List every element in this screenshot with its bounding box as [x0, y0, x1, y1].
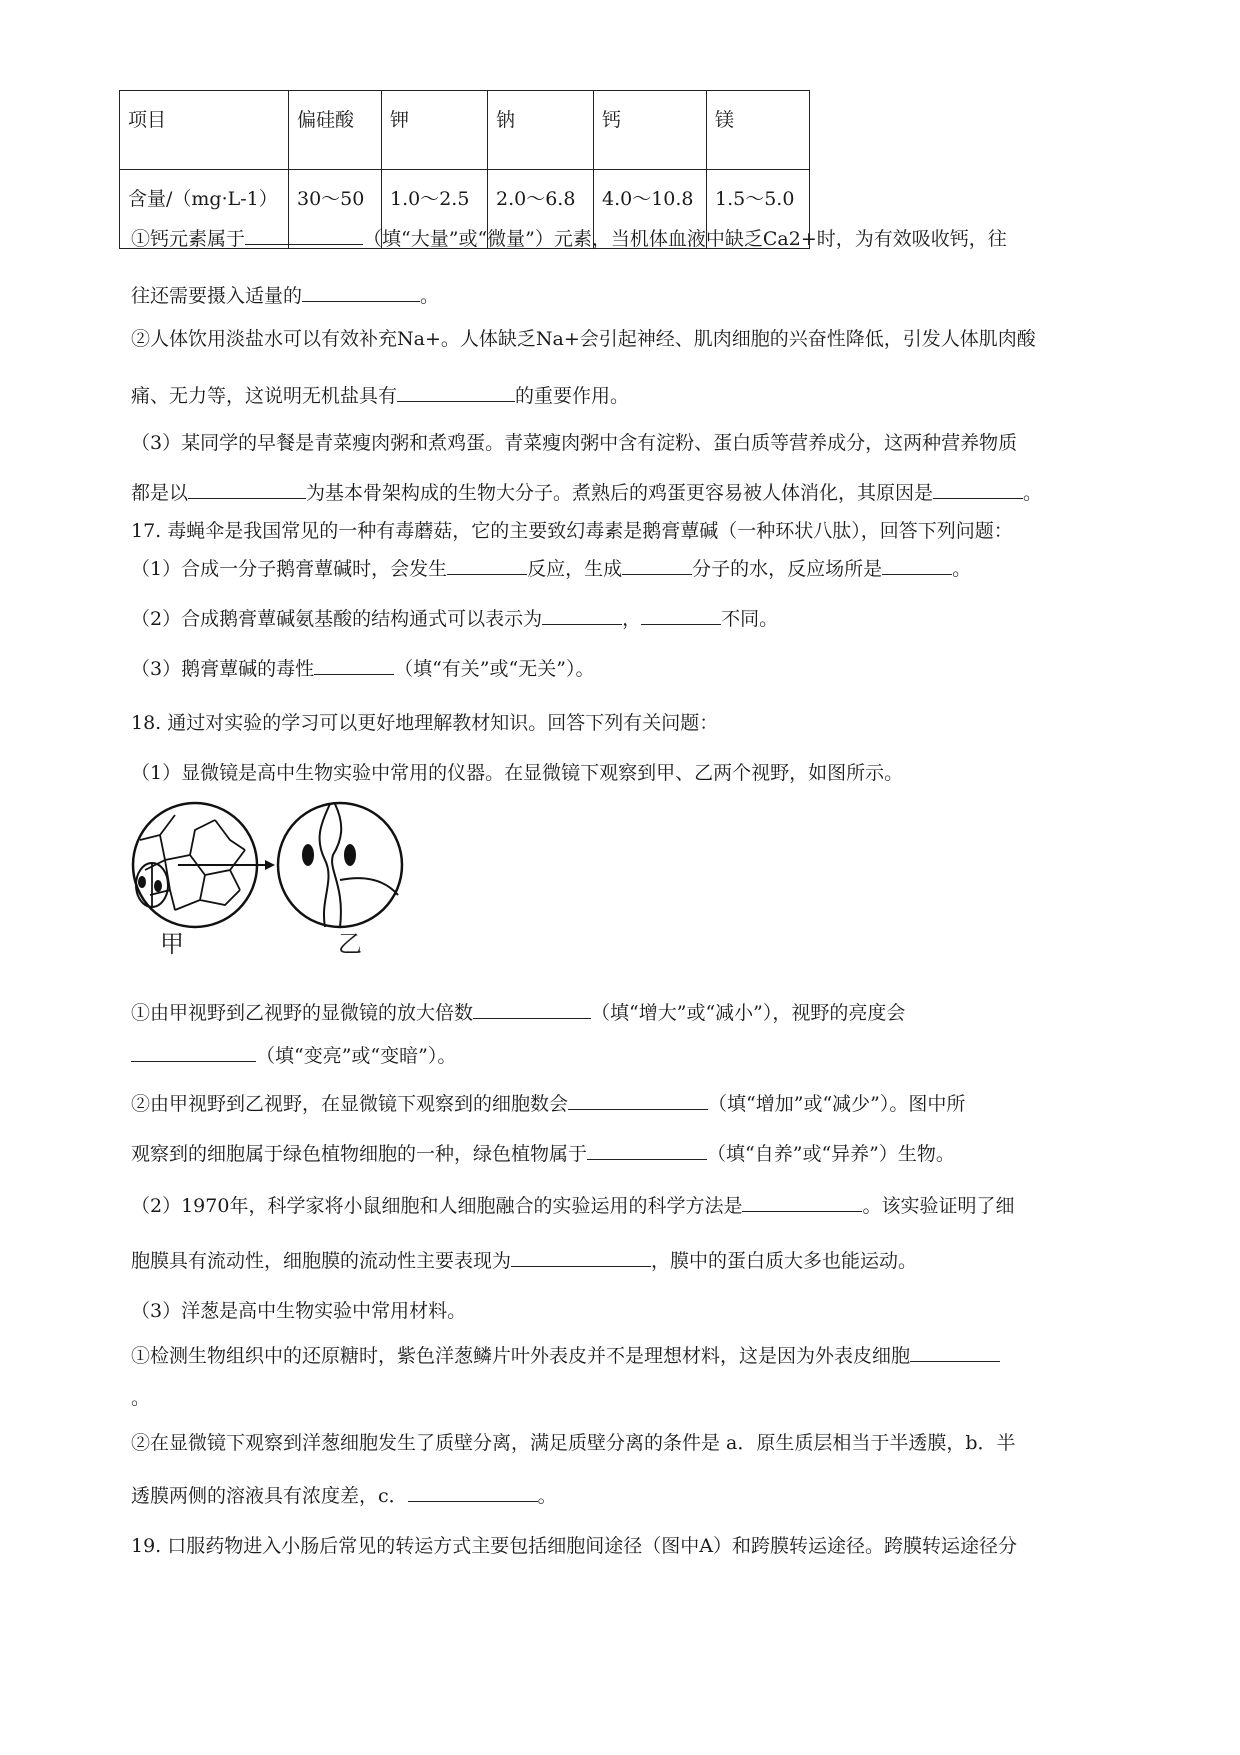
- q16-line1: ①钙元素属于 （填“大量”或“微量”）元素，当机体血液中缺乏Ca2+时，为有效吸收钙，往: [131, 228, 1007, 250]
- q16-line4: 痛、无力等，这说明无机盐具有 的重要作用。: [131, 385, 630, 407]
- table-cell: 4.0～10.8: [594, 170, 707, 249]
- table-header: 镁: [707, 91, 810, 170]
- figure-label-jia: 甲: [160, 930, 184, 958]
- answer-blank[interactable]: [447, 574, 527, 575]
- answer-blank[interactable]: [473, 1018, 591, 1019]
- table-cell: 30～50: [289, 170, 382, 249]
- q17-s3: （3）鹅膏蕈碱的毒性 （填“有关”或“无关”）。: [131, 658, 595, 680]
- answer-blank[interactable]: [641, 624, 721, 625]
- answer-blank[interactable]: [742, 1211, 862, 1212]
- q16-line2: 往还需要摄入适量的 。: [131, 285, 440, 307]
- q18-q2b: 透膜两侧的溶液具有浓度差，c． 。: [131, 1485, 557, 1507]
- answer-blank[interactable]: [882, 574, 952, 575]
- table-header: 偏硅酸: [289, 91, 382, 170]
- q18-s2: （2）1970年，科学家将小鼠细胞和人细胞融合的实验运用的科学方法是 。该实验证明了细: [131, 1195, 1015, 1217]
- q18-p2c: 观察到的细胞属于绿色植物细胞的一种，绿色植物属于 （填“自养”或“异养”）生物。: [131, 1143, 955, 1165]
- table-header: 钠: [488, 91, 594, 170]
- q17-s1: （1）合成一分子鹅膏蕈碱时，会发生 反应，生成 分子的水，反应场所是 。: [131, 558, 972, 580]
- q16-line6: 都是以 为基本骨架构成的生物大分子。煮熟后的鸡蛋更容易被人体消化，其原因是 。: [131, 482, 1043, 504]
- answer-blank[interactable]: [302, 301, 420, 302]
- q17-title: 17. 毒蝇伞是我国常见的一种有毒蘑菇，它的主要致幻毒素是鹅膏蕈碱（一种环状八肽），回答下列问题：: [131, 520, 1013, 542]
- table-cell: 含量/（mg·L-1）: [120, 170, 289, 249]
- table-cell: 1.0～2.5: [382, 170, 488, 249]
- answer-blank[interactable]: [188, 498, 306, 499]
- answer-blank[interactable]: [131, 1061, 256, 1062]
- q18-title: 18. 通过对实验的学习可以更好地理解教材知识。回答下列有关问题：: [131, 712, 719, 734]
- table-header: 项目: [120, 91, 289, 170]
- q18-s3: （3）洋葱是高中生物实验中常用材料。: [131, 1300, 467, 1322]
- answer-blank[interactable]: [542, 624, 622, 625]
- answer-blank[interactable]: [408, 1501, 538, 1502]
- figure-label-yi: 乙: [338, 930, 362, 958]
- q16-line5: （3）某同学的早餐是青菜瘦肉粥和煮鸡蛋。青菜瘦肉粥中含有淀粉、蛋白质等营养成分，这两种营养物质: [131, 432, 1018, 454]
- q18-p2: ②由甲视野到乙视野，在显微镜下观察到的细胞数会 （填“增加”或“减少”）。图中所: [131, 1093, 966, 1115]
- answer-blank[interactable]: [511, 1266, 651, 1267]
- table-cell: 1.5～5.0: [707, 170, 810, 249]
- field-yi: [278, 803, 402, 927]
- table-cell: 2.0～6.8: [488, 170, 594, 249]
- q18-p1c: （填“变亮”或“变暗”）。: [131, 1045, 456, 1068]
- answer-blank[interactable]: [622, 574, 692, 575]
- arrow-icon: [178, 860, 275, 870]
- table-header: 钙: [594, 91, 707, 170]
- microscope-figure: [130, 800, 450, 975]
- q16-line3: ②人体饮用淡盐水可以有效补充Na+。人体缺乏Na+会引起神经、肌肉细胞的兴奋性降低，引发人体肌肉酸: [131, 328, 1036, 350]
- table-header: 钾: [382, 91, 488, 170]
- mineral-table: [119, 90, 810, 249]
- q18-p1: ①由甲视野到乙视野的显微镜的放大倍数 （填“增大”或“减小”），视野的亮度会: [131, 1002, 906, 1024]
- q17-s2: （2）合成鹅膏蕈碱氨基酸的结构通式可以表示为 ， 不同。: [131, 608, 779, 630]
- answer-blank[interactable]: [314, 674, 394, 675]
- answer-blank[interactable]: [568, 1109, 708, 1110]
- answer-blank[interactable]: [910, 1361, 1000, 1362]
- q18-s1: （1）显微镜是高中生物实验中常用的仪器。在显微镜下观察到甲、乙两个视野，如图所示。: [131, 762, 904, 784]
- q18-s2c: 胞膜具有流动性，细胞膜的流动性主要表现为 ，膜中的蛋白质大多也能运动。: [131, 1250, 918, 1272]
- answer-blank[interactable]: [397, 401, 515, 402]
- answer-blank[interactable]: [933, 498, 1023, 499]
- answer-blank[interactable]: [587, 1159, 707, 1160]
- q18-q1: ①检测生物组织中的还原糖时，紫色洋葱鳞片叶外表皮并不是理想材料，这是因为外表皮细胞: [131, 1345, 1000, 1368]
- q18-q1b: 。: [131, 1387, 151, 1409]
- q19-text: 19. 口服药物进入小肠后常见的转运方式主要包括细胞间途径（图中A）和跨膜转运途径。跨膜转运途径分: [131, 1535, 1017, 1557]
- q18-q2: ②在显微镜下观察到洋葱细胞发生了质壁分离，满足质壁分离的条件是 a．原生质层相当于半透膜，b．半: [131, 1432, 1016, 1454]
- answer-blank[interactable]: [245, 244, 363, 245]
